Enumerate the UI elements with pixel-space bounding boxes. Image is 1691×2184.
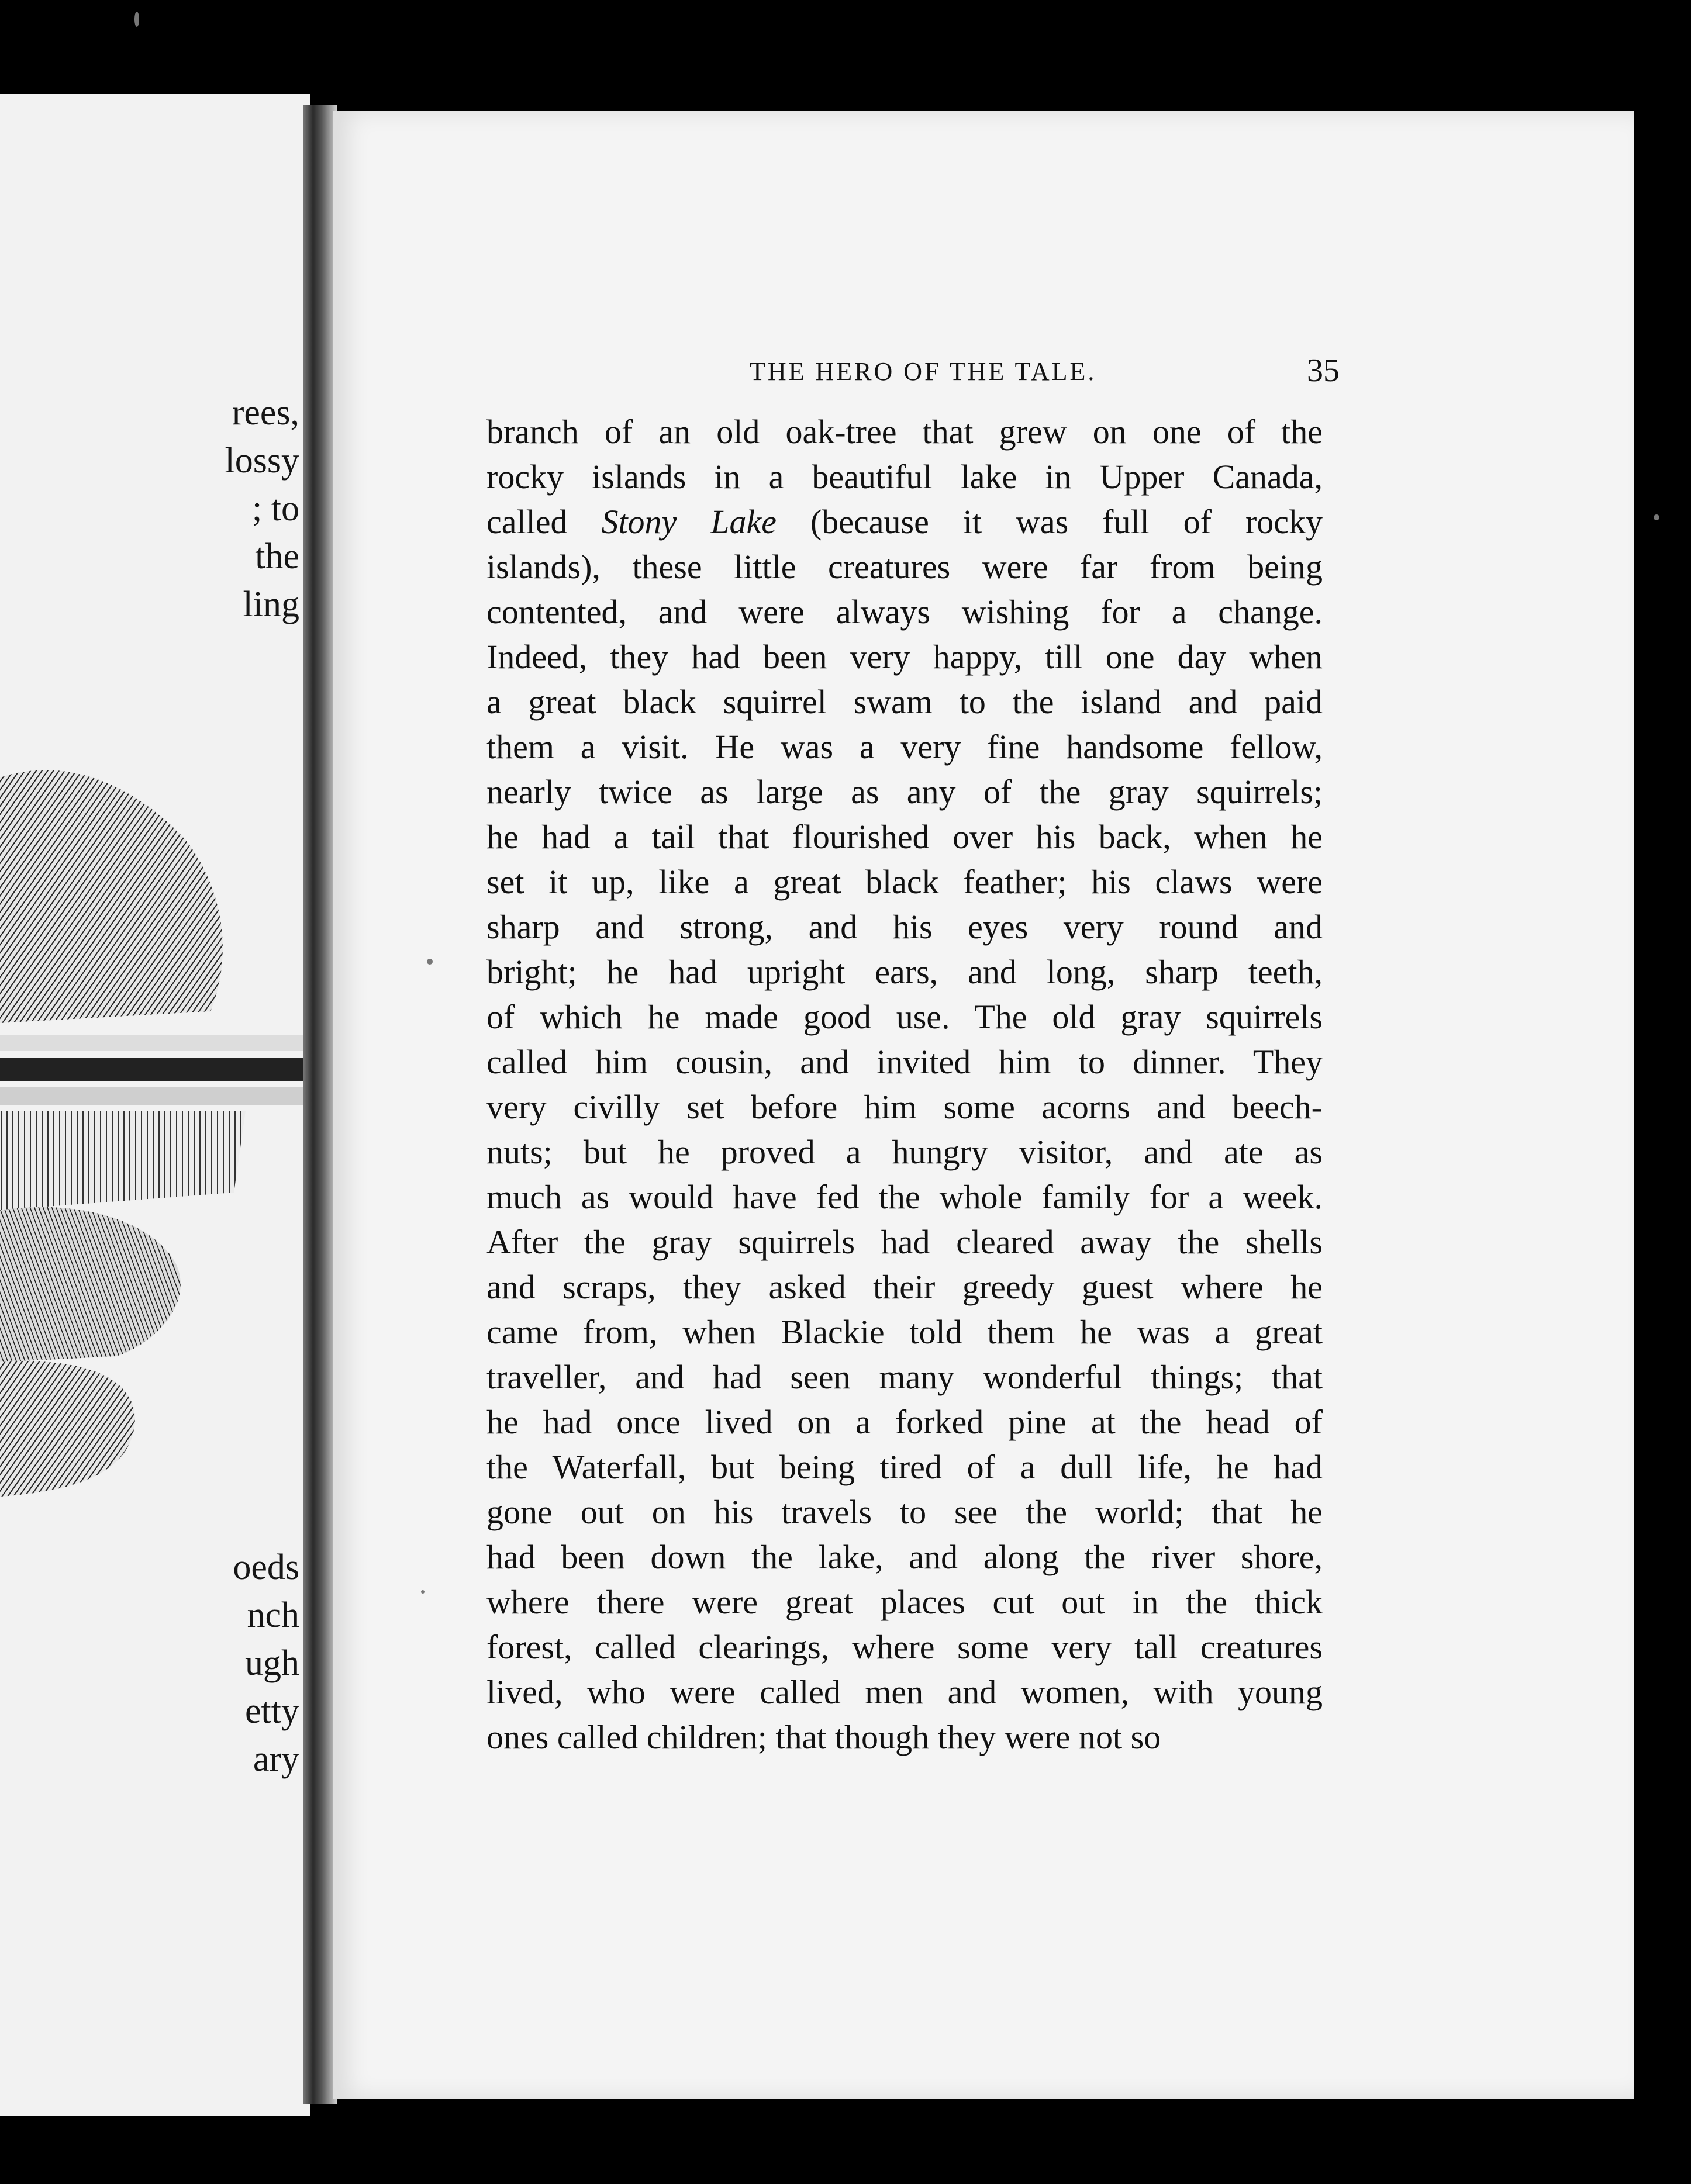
left-page-fragment: ling [243,585,299,624]
text-line: Indeed, they had been very happy, till one day when [486,638,1323,676]
text-line: where there were great places cut out in the thick [486,1583,1323,1621]
text-line: After the gray squirrels had cleared away the shells [486,1223,1323,1261]
text-line: rocky islands in a beautiful lake in Upper Canada, [486,458,1323,496]
engraving-illustration [0,707,304,1526]
text-line: forest, called clearings, where some very tall creatures [486,1628,1323,1666]
text-line: he had once lived on a forked pine at the head of [486,1403,1323,1441]
text-line: came from, when Blackie told them he was a great [486,1313,1323,1351]
text-line [486,499,1323,544]
left-page-fragment: ary [253,1739,299,1779]
left-fragments-bottom [233,1543,299,1783]
text-line: much as would have fed the whole family for a week. [486,1178,1323,1216]
italic-place-name: Stony Lake [601,503,777,541]
left-page-fragment: the [255,537,299,576]
left-page-fragment: rees, [232,393,299,433]
right-page [333,111,1634,2099]
left-page-fragment: ; to [252,489,299,528]
book-gutter [303,105,337,2104]
text-line: them a visit. He was a very fine handsome fellow, [486,728,1323,766]
page-number: 35 [1307,353,1340,389]
running-head-title: THE HERO OF THE TALE. [750,357,1097,386]
text-line: contented, and were always wishing for a change. [486,593,1323,631]
text-line: had been down the lake, and along the river shore, [486,1538,1323,1576]
text-line: traveller, and had seen many wonderful things; that [486,1358,1323,1396]
text-line: of which he made good use. The old gray squirrels [486,998,1323,1036]
text-line: bright; he had upright ears, and long, sharp teeth, [486,953,1323,991]
left-page-fragment: etty [245,1691,299,1731]
text-line: the Waterfall, but being tired of a dull life, he had [486,1448,1323,1486]
left-facing-page [0,94,310,2116]
text-line: very civilly set before him some acorns and beech- [486,1088,1323,1126]
left-fragments-top [225,389,299,628]
text-line: gone out on his travels to see the world; that he [486,1493,1323,1531]
text-run: (because it was full of rocky [777,503,1323,541]
text-line: ones called children; that though they were not so [486,1718,1161,1756]
left-page-fragment: ugh [245,1643,299,1683]
text-line: set it up, like a great black feather; his claws were [486,863,1323,901]
left-page-fragment: oeds [233,1547,299,1587]
text-line: branch of an old oak-tree that grew on one of the [486,413,1323,451]
text-run: called [486,503,602,541]
body-text [486,409,1323,1760]
text-line: nearly twice as large as any of the gray squirrels; [486,773,1323,811]
left-page-fragment: lossy [225,441,299,481]
text-line: called him cousin, and invited him to dinner. They [486,1043,1323,1081]
text-line: a great black squirrel swam to the island and paid [486,683,1323,721]
running-head [333,353,1634,403]
left-page-fragment: nch [247,1595,299,1635]
text-line: and scraps, they asked their greedy guest where he [486,1268,1323,1306]
text-line: lived, who were called men and women, with young [486,1673,1323,1711]
text-line: nuts; but he proved a hungry visitor, and ate as [486,1133,1323,1171]
text-line: he had a tail that flourished over his back, when he [486,818,1323,856]
text-line: islands), these little creatures were far from being [486,548,1323,586]
text-line: sharp and strong, and his eyes very round and [486,908,1323,946]
